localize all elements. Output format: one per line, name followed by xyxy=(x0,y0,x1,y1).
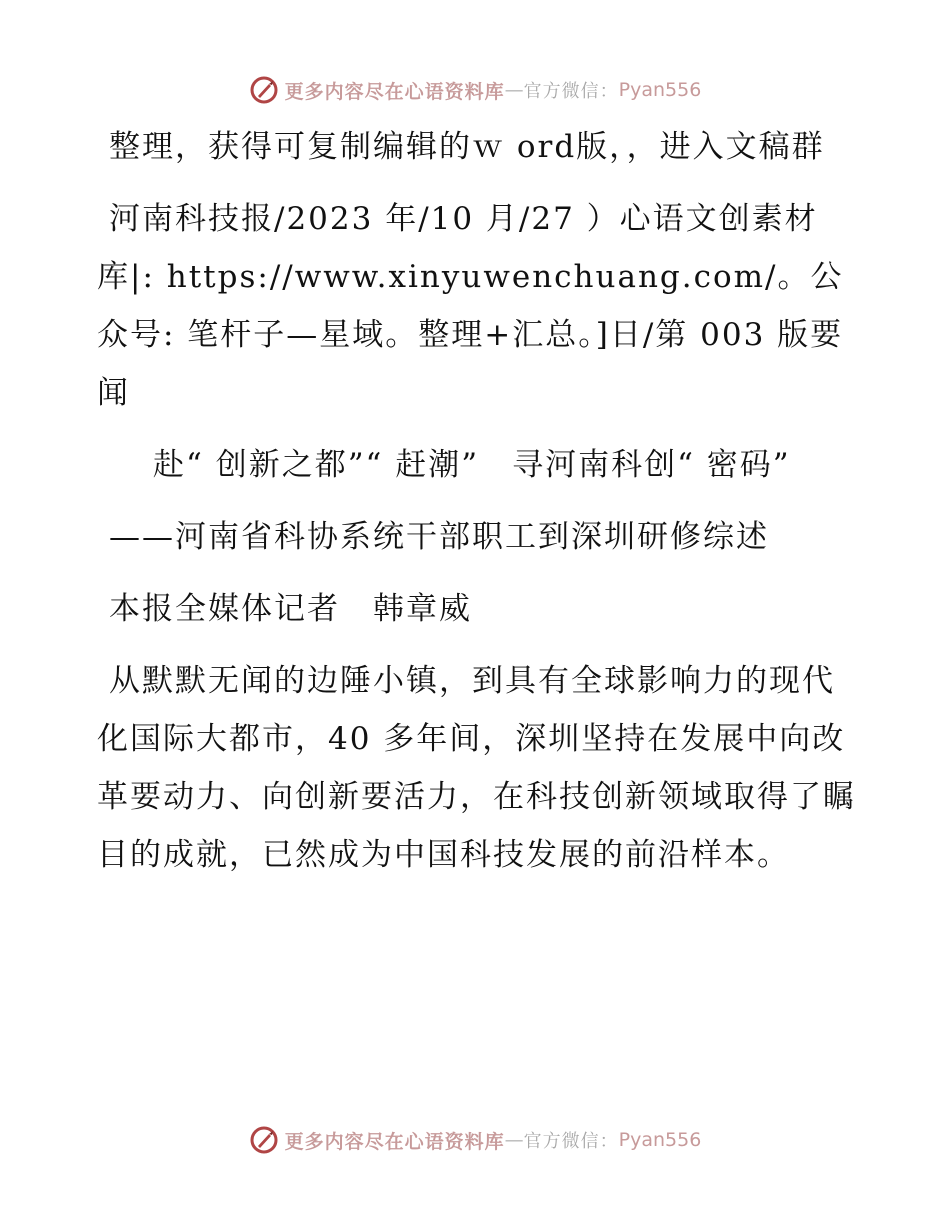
article-title: 赴“ 创新之都”“ 赶潮” 寻河南科创“ 密码” xyxy=(153,447,791,483)
banner-separator: — xyxy=(504,1129,524,1151)
article-paragraph: 从默默无闻的边陲小镇，到具有全球影响力的现代化国际大都市，40 多年间，深圳坚持在发展中向改革要动力、向创新要活力，在科技创新领域取得了瞩目的成就，已然成为中国科技发展的前沿样本。 xyxy=(97,663,856,873)
document-body xyxy=(97,118,857,898)
wechat-label: 官方微信： xyxy=(523,81,619,102)
intro-paragraph: 整理，获得可复制编辑的ｗ ord版，，进入文稿群 xyxy=(109,129,825,165)
wechat-id: Pyan556 xyxy=(618,1129,702,1151)
footer-banner xyxy=(0,1120,950,1160)
pen-logo-icon xyxy=(249,75,279,105)
banner-text: 更多内容尽在心语资料库 xyxy=(284,80,505,103)
article-subtitle: ——河南省科协系统干部职工到深圳研修综述 xyxy=(109,519,769,555)
pen-logo-icon xyxy=(249,1125,279,1155)
banner-text: 更多内容尽在心语资料库 xyxy=(284,1130,505,1153)
article-byline: 本报全媒体记者 韩章威 xyxy=(109,591,472,627)
banner-separator: — xyxy=(504,79,524,101)
header-banner xyxy=(0,70,950,110)
source-paragraph: 河南科技报/2023 年/10 月/27 ）心语文创素材库|: https://www.xinyuwenchuang.com/。公众号: 笔杆子—星域。整理+汇总。]日/第 003 版要闻 xyxy=(97,201,844,411)
wechat-label: 官方微信： xyxy=(523,1131,619,1152)
wechat-id: Pyan556 xyxy=(618,79,702,101)
